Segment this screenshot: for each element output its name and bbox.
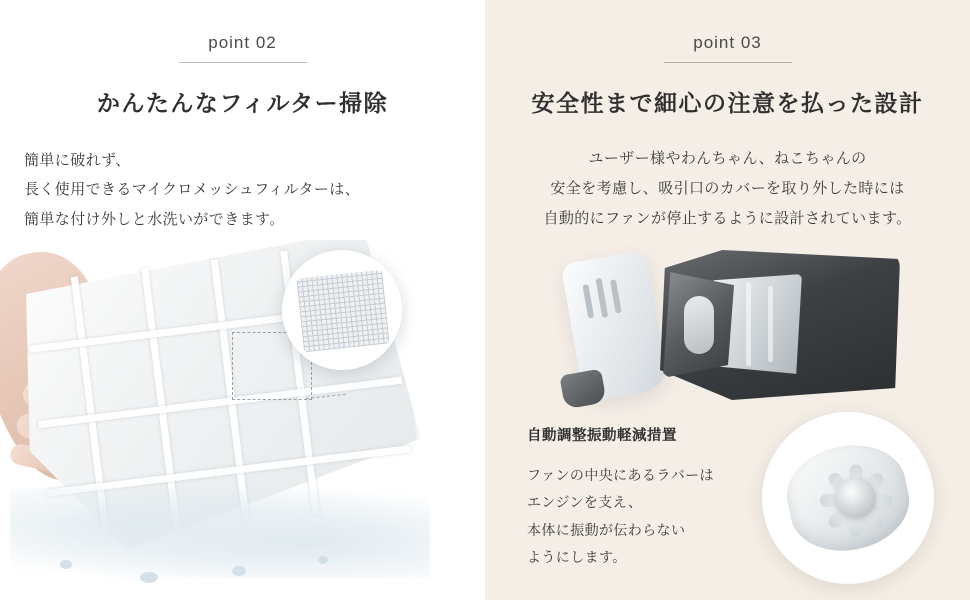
point-03-headline: 安全性まで細心の注意を払った設計 xyxy=(531,90,924,116)
point-02-label-text: point 02 xyxy=(208,33,277,52)
fan-closeup-circle xyxy=(762,412,934,584)
cover-slot-3 xyxy=(610,279,622,314)
motor-unit-photo xyxy=(510,250,910,410)
filter-photo xyxy=(0,240,485,600)
mesh-zoom-circle xyxy=(282,250,402,370)
vibration-sub-body xyxy=(527,462,714,571)
micro-mesh-texture xyxy=(296,270,389,353)
point-02-body xyxy=(24,146,485,234)
vibration-body-line-2: エンジンを支え、 xyxy=(527,494,643,511)
motor-shaft xyxy=(684,296,714,354)
water-droplet xyxy=(232,566,246,576)
cover-slot-2 xyxy=(595,278,608,318)
water-droplet xyxy=(60,560,72,569)
cover-handle xyxy=(559,369,606,410)
vibration-sub-title: 自動調整振動軽減措置 xyxy=(527,428,677,444)
point-02-body-line-3: 簡単な付け外しと水洗いができます。 xyxy=(24,210,285,228)
point-03-body-line-3: 自動的にファンが停止するように設計されています。 xyxy=(543,210,912,227)
duct-fin-3 xyxy=(768,286,773,362)
point-02-body-line-2: 長く使用できるマイクロメッシュフィルターは、 xyxy=(24,181,361,199)
point-03-label-text: point 03 xyxy=(693,33,762,52)
point-03-body-line-1: ユーザー様やわんちゃん、ねこちゃんの xyxy=(588,150,867,167)
water-droplet xyxy=(140,572,158,583)
motor-housing xyxy=(660,270,734,378)
water-droplet xyxy=(318,556,328,564)
point-03-underline xyxy=(664,62,792,63)
water-splash xyxy=(10,488,430,578)
point-03-body xyxy=(485,144,970,234)
vibration-body-line-4: ようにします。 xyxy=(527,548,627,565)
point-02-headline: かんたんなフィルター掃除 xyxy=(96,90,389,116)
point-02-label xyxy=(0,0,485,63)
point-03-label xyxy=(485,0,970,63)
duct-fin-2 xyxy=(746,282,751,366)
vibration-body-line-1: ファンの中央にあるラバーは xyxy=(527,467,714,483)
point-02-body-line-1: 簡単に破れず、 xyxy=(24,152,131,169)
rubber-hub xyxy=(836,478,876,518)
vibration-body-line-3: 本体に振動が伝わらない xyxy=(527,521,686,538)
point-02-underline xyxy=(179,62,307,63)
cover-slot-1 xyxy=(582,284,594,319)
point-03-body-line-2: 安全を考慮し、吸引口のカバーを取り外した時には xyxy=(550,180,905,197)
